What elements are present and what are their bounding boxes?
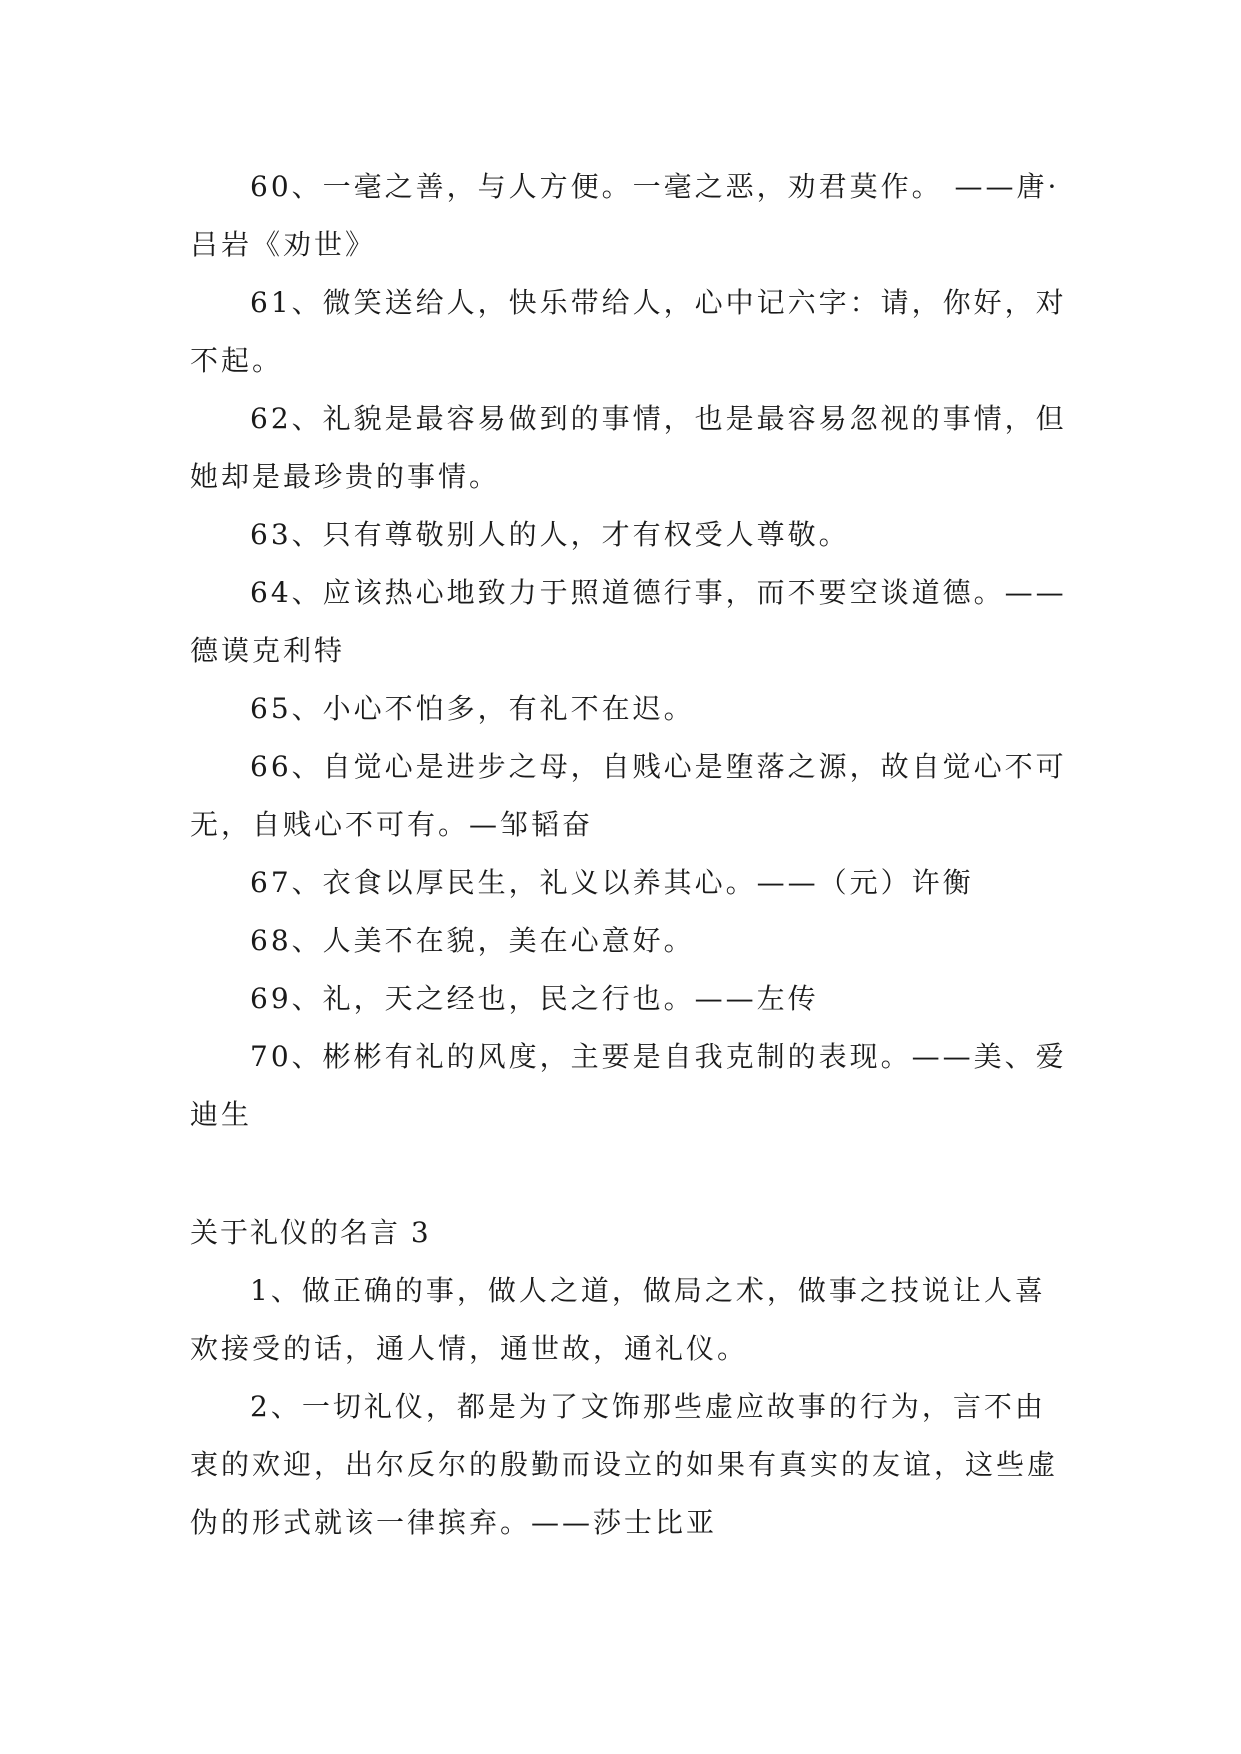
- section-heading: 关于礼仪的名言 3: [190, 1216, 431, 1249]
- quote-61: 61、微笑送给人，快乐带给人，心中记六字：请，你好，对不起。: [190, 286, 1067, 377]
- quote-60: 60、一毫之善，与人方便。一毫之恶，劝君莫作。 ——唐·吕岩《劝世》: [190, 170, 1060, 261]
- quote-64: 64、应该热心地致力于照道德行事，而不要空谈道德。——德谟克利特: [190, 576, 1067, 667]
- quote-list-section-b: [190, 1262, 1070, 1552]
- quote-66: 66、自觉心是进步之母，自贱心是堕落之源，故自觉心不可无，自贱心不可有。—邹韬奋: [190, 750, 1067, 841]
- quote-65: 65、小心不怕多，有礼不在迟。: [250, 692, 695, 725]
- quote-list-section-a: [190, 158, 1070, 1144]
- quote-67: 67、衣食以厚民生，礼义以养其心。——（元）许衡: [250, 866, 974, 899]
- quote-70: 70、彬彬有礼的风度，主要是自我克制的表现。——美、爱迪生: [190, 1040, 1067, 1131]
- document-page: [190, 158, 1070, 1552]
- quote-1: 1、做正确的事，做人之道，做局之术，做事之技说让人喜欢接受的话，通人情，通世故，通礼仪。: [190, 1274, 1046, 1365]
- quote-62: 62、礼貌是最容易做到的事情，也是最容易忽视的事情，但她却是最珍贵的事情。: [190, 402, 1067, 493]
- quote-2: 2、一切礼仪，都是为了文饰那些虚应故事的行为，言不由衷的欢迎，出尔反尔的殷勤而设立的如果有真实的友谊，这些虚伪的形式就该一律摈弃。——莎士比亚: [190, 1390, 1059, 1539]
- quote-63: 63、只有尊敬别人的人，才有权受人尊敬。: [250, 518, 850, 551]
- quote-68: 68、人美不在貌，美在心意好。: [250, 924, 695, 957]
- quote-69: 69、礼，天之经也，民之行也。——左传: [250, 982, 819, 1015]
